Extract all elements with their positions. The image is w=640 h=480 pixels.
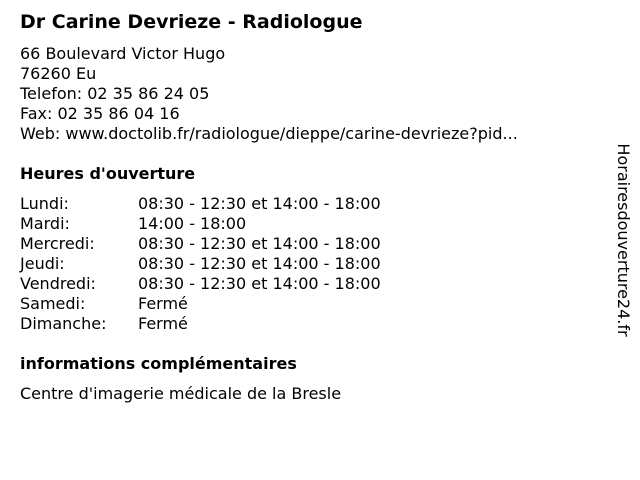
website-link[interactable]: Web: www.doctolib.fr/radiologue/dieppe/carine-devrieze?pid...: [20, 124, 518, 143]
hours-row-friday: [20, 274, 440, 294]
hours-day-label: Mardi:: [20, 214, 70, 233]
address-city: 76260 Eu: [20, 64, 97, 83]
hours-time-value: 14:00 - 18:00: [138, 214, 247, 233]
hours-day-label: Mercredi:: [20, 234, 95, 253]
hours-row-wednesday: [20, 234, 440, 254]
hours-day-label: Dimanche:: [20, 314, 107, 333]
hours-time-value: Fermé: [138, 314, 188, 333]
hours-row-monday: [20, 194, 440, 214]
hours-time-value: Fermé: [138, 294, 188, 313]
hours-time-value: 08:30 - 12:30 et 14:00 - 18:00: [138, 194, 381, 213]
hours-row-thursday: [20, 254, 440, 274]
address-street: 66 Boulevard Victor Hugo: [20, 44, 226, 63]
contact-block: [20, 44, 518, 144]
page-title: Dr Carine Devrieze - Radiologue: [20, 11, 363, 33]
hours-row-tuesday: [20, 214, 440, 234]
hours-row-sunday: [20, 314, 440, 334]
phone-number: Telefon: 02 35 86 24 05: [20, 84, 210, 103]
hours-row-saturday: [20, 294, 440, 314]
hours-day-label: Samedi:: [20, 294, 86, 313]
hours-day-label: Lundi:: [20, 194, 69, 213]
opening-hours-table: [20, 194, 440, 334]
opening-hours-heading: Heures d'ouverture: [20, 164, 196, 183]
hours-day-label: Vendredi:: [20, 274, 96, 293]
hours-day-label: Jeudi:: [20, 254, 65, 273]
additional-info-text: Centre d'imagerie médicale de la Bresle: [20, 384, 342, 403]
hours-time-value: 08:30 - 12:30 et 14:00 - 18:00: [138, 274, 381, 293]
hours-time-value: 08:30 - 12:30 et 14:00 - 18:00: [138, 254, 381, 273]
fax-number: Fax: 02 35 86 04 16: [20, 104, 180, 123]
hours-time-value: 08:30 - 12:30 et 14:00 - 18:00: [138, 234, 381, 253]
additional-info-heading: informations complémentaires: [20, 354, 297, 373]
site-watermark: Horairesdouverture24.fr: [614, 143, 633, 337]
